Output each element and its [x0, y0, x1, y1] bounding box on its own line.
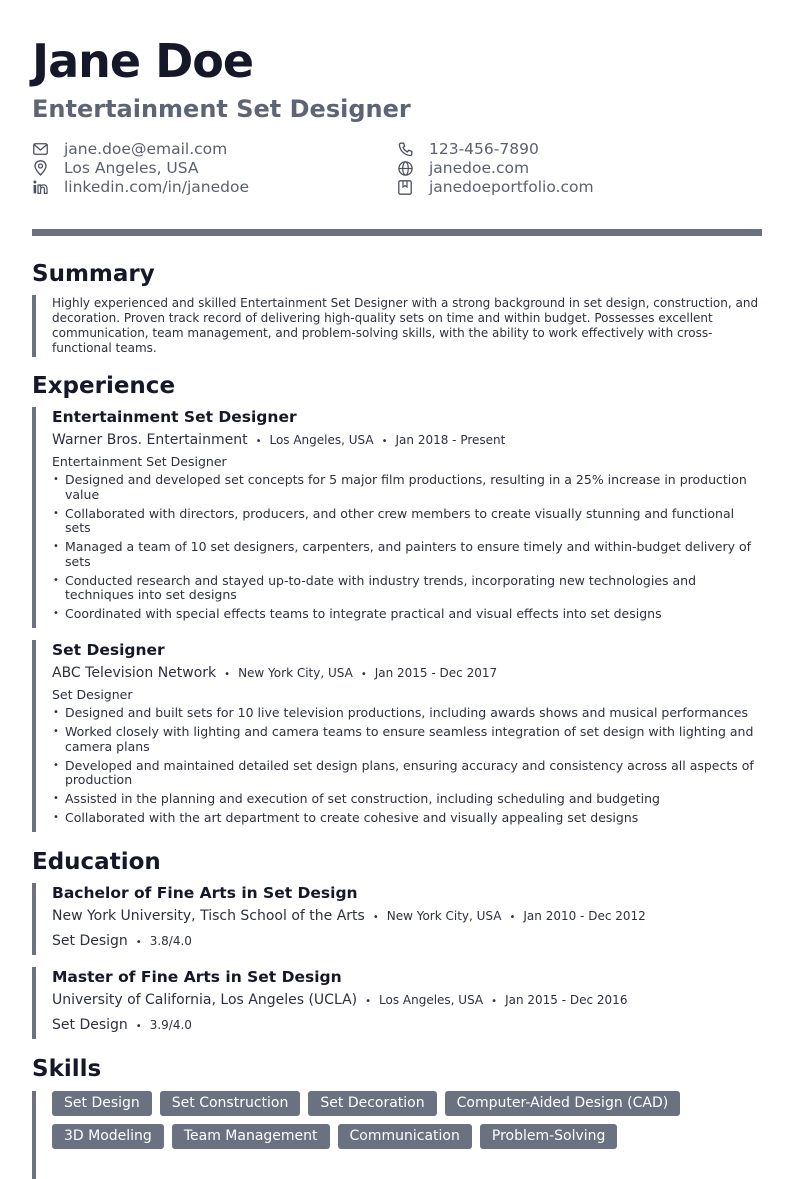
- candidate-name: Jane Doe: [32, 34, 254, 88]
- education-field-row: Set Design • 3.8/4.0: [52, 933, 192, 949]
- skills-heading: Skills: [32, 1056, 102, 1082]
- education-entry: [32, 883, 762, 955]
- education-section: [32, 848, 762, 1039]
- school-name: University of California, Los Angeles (UCLA): [52, 992, 358, 1008]
- contact-phone[interactable]: [397, 140, 762, 158]
- list-item: • Collaborated with directors, producers, and other crew members to create visually stunning and functional sets: [52, 507, 762, 536]
- list-item: • Conducted research and stayed up-to-date with industry trends, incorporating new technologies and techniques into set designs: [52, 574, 762, 603]
- school-name: New York University, Tisch School of the Arts: [52, 908, 365, 924]
- skills-list: [52, 1091, 732, 1149]
- skill-chip: Computer-Aided Design (CAD): [445, 1091, 681, 1116]
- job-company: ABC Television Network: [52, 665, 217, 681]
- job-entry: [32, 640, 762, 832]
- resume-header: [32, 34, 762, 124]
- experience-heading: Experience: [32, 373, 176, 399]
- job-meta: ABC Television Network • New York City, USA • Jan 2015 - Dec 2017: [52, 665, 498, 681]
- list-item: • Assisted in the planning and execution of set construction, including scheduling and budgeting: [52, 792, 762, 807]
- job-bullets: [52, 706, 762, 826]
- skill-chip: Set Construction: [160, 1091, 301, 1116]
- linkedin-icon: [32, 179, 48, 195]
- education-field-row: Set Design • 3.9/4.0: [52, 1017, 192, 1033]
- education-dates: Jan 2010 - Dec 2012: [523, 909, 646, 923]
- list-item: • Worked closely with lighting and camera teams to ensure seamless integration of set design with lighting and camera plans: [52, 725, 762, 754]
- job-company: Warner Bros. Entertainment: [52, 432, 248, 448]
- experience-section: [32, 372, 762, 832]
- job-title: Entertainment Set Designer: [52, 408, 297, 426]
- skill-chip: Communication: [338, 1124, 472, 1149]
- list-item: • Developed and maintained detailed set design plans, ensuring accuracy and consistency across all aspects of production: [52, 759, 762, 788]
- candidate-title: Entertainment Set Designer: [32, 95, 411, 123]
- mail-icon: [32, 141, 48, 157]
- list-item: • Coordinated with special effects teams to integrate practical and visual effects into set designs: [52, 607, 762, 622]
- contact-info: [32, 140, 762, 196]
- portfolio-icon: [397, 179, 413, 195]
- skill-chip: Set Design: [52, 1091, 152, 1116]
- contact-location-text: Los Angeles, USA: [64, 159, 199, 177]
- job-entry: [32, 407, 762, 628]
- skill-chip: Set Decoration: [308, 1091, 436, 1116]
- job-dates: Jan 2015 - Dec 2017: [374, 666, 498, 680]
- education-heading: Education: [32, 849, 161, 875]
- job-dates: Jan 2018 - Present: [395, 433, 506, 447]
- contact-portfolio-text: janedoeportfolio.com: [429, 178, 594, 196]
- contact-email-text: jane.doe@email.com: [64, 140, 228, 158]
- contact-portfolio[interactable]: [397, 178, 762, 196]
- contact-website[interactable]: [397, 159, 762, 177]
- summary-section: [32, 260, 762, 357]
- job-meta: Warner Bros. Entertainment • Los Angeles, USA • Jan 2018 - Present: [52, 432, 506, 448]
- contact-linkedin-text: linkedin.com/in/janedoe: [64, 178, 249, 196]
- skill-chip: 3D Modeling: [52, 1124, 164, 1149]
- location-icon: [32, 160, 48, 176]
- education-gpa: 3.8/4.0: [149, 934, 192, 948]
- contact-location: [32, 159, 397, 177]
- contact-linkedin[interactable]: [32, 178, 397, 196]
- school-location: Los Angeles, USA: [379, 993, 484, 1007]
- degree-title: Bachelor of Fine Arts in Set Design: [52, 884, 358, 902]
- header-divider: [32, 229, 762, 236]
- degree-title: Master of Fine Arts in Set Design: [52, 968, 342, 986]
- job-location: Los Angeles, USA: [269, 433, 374, 447]
- globe-icon: [397, 160, 413, 176]
- education-meta: New York University, Tisch School of the Arts • New York City, USA • Jan 2010 - Dec 2012: [52, 908, 646, 924]
- education-meta: University of California, Los Angeles (UCLA) • Los Angeles, USA • Jan 2015 - Dec 2016: [52, 992, 628, 1008]
- education-dates: Jan 2015 - Dec 2016: [505, 993, 628, 1007]
- summary-text: Highly experienced and skilled Entertainment Set Designer with a strong background in set design, construction, and decoration. Proven track record of delivering high-quality sets on time and within budget. Possesses excellent communication, team management, and problem-solving skills, with the ability to work effectively with cross-functional teams.: [52, 296, 759, 355]
- school-location: New York City, USA: [386, 909, 502, 923]
- education-field: Set Design: [52, 1017, 128, 1033]
- education-field: Set Design: [52, 933, 128, 949]
- skills-section: [32, 1055, 762, 1179]
- list-item: • Collaborated with the art department to create cohesive and visually appealing set designs: [52, 811, 762, 826]
- education-gpa: 3.9/4.0: [149, 1018, 192, 1032]
- summary-block: [32, 295, 762, 357]
- skill-chip: Problem-Solving: [480, 1124, 618, 1149]
- contact-website-text: janedoe.com: [429, 159, 530, 177]
- skills-block: [32, 1091, 762, 1179]
- phone-icon: [397, 141, 413, 157]
- job-location: New York City, USA: [238, 666, 353, 680]
- summary-heading: Summary: [32, 261, 155, 287]
- education-entry: [32, 967, 762, 1039]
- list-item: • Designed and developed set concepts for 5 major film productions, resulting in a 25% increase in production value: [52, 473, 762, 502]
- skill-chip: Team Management: [172, 1124, 330, 1149]
- job-bullets: [52, 473, 762, 622]
- contact-email[interactable]: [32, 140, 397, 158]
- job-title: Set Designer: [52, 641, 165, 659]
- list-item: • Designed and built sets for 10 live television productions, including awards shows and musical performances: [52, 706, 762, 721]
- list-item: • Managed a team of 10 set designers, carpenters, and painters to ensure timely and within-budget delivery of sets: [52, 540, 762, 569]
- job-role: Set Designer: [52, 687, 133, 702]
- contact-phone-text: 123-456-7890: [429, 140, 539, 158]
- job-role: Entertainment Set Designer: [52, 454, 227, 469]
